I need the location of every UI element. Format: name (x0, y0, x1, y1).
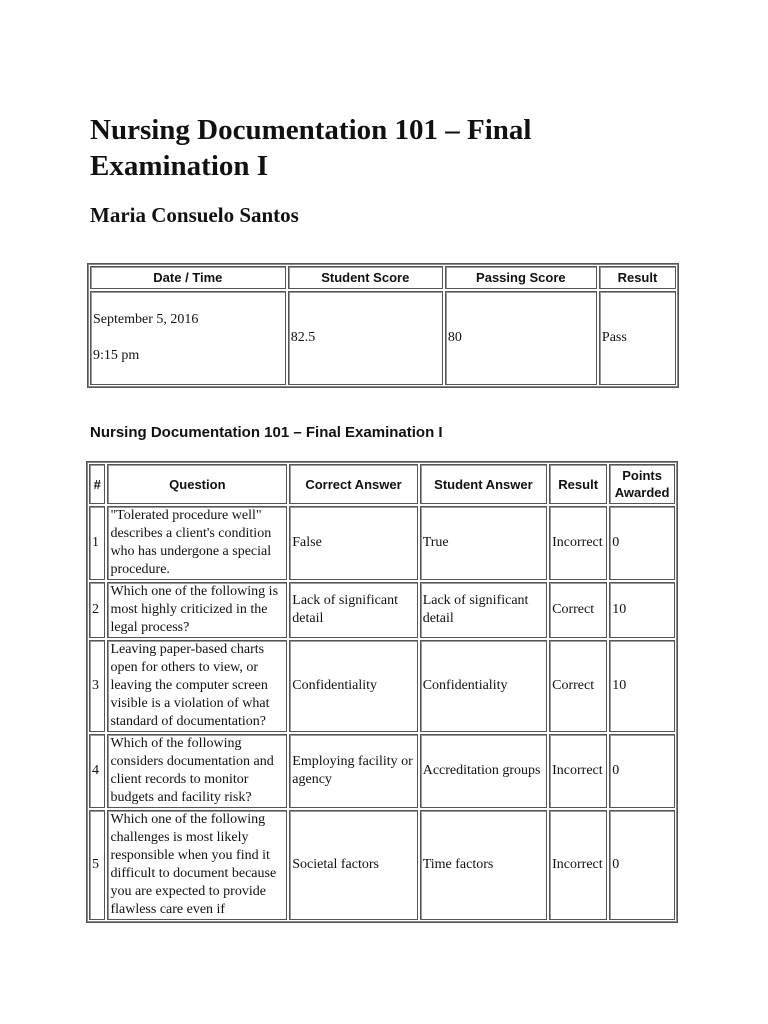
summary-header-date-time: Date / Time (90, 266, 286, 289)
student-answer: Confidentiality (420, 640, 547, 732)
result-value: Pass (599, 291, 676, 385)
question-result: Incorrect (549, 810, 607, 920)
table-row (89, 734, 675, 808)
points-awarded: 10 (609, 582, 675, 638)
correct-answer: Lack of significant detail (289, 582, 417, 638)
correct-answer: False (289, 506, 417, 580)
passing-score-value: 80 (445, 291, 597, 385)
question-number: 1 (89, 506, 105, 580)
page-title: Nursing Documentation 101 – Final Examination I (90, 114, 532, 182)
question-result: Correct (549, 640, 607, 732)
question-result: Incorrect (549, 734, 607, 808)
exam-date: September 5, 2016 (93, 312, 199, 327)
question-text: Leaving paper-based charts open for others to view, or leaving the computer screen visible is a violation of what standard of documentation? (107, 640, 287, 732)
student-answer: True (420, 506, 547, 580)
student-answer: Accreditation groups (420, 734, 547, 808)
section-title: Nursing Documentation 101 – Final Examination I (90, 424, 443, 441)
summary-table (87, 263, 679, 388)
question-number: 4 (89, 734, 105, 808)
summary-header-student-score: Student Score (288, 266, 443, 289)
student-answer: Time factors (420, 810, 547, 920)
questions-header-points-awarded: Points Awarded (609, 464, 675, 504)
question-text: "Tolerated procedure well" describes a client's condition who has undergone a special procedure. (107, 506, 287, 580)
table-row (89, 810, 675, 920)
table-row (89, 582, 675, 638)
student-name: Maria Consuelo Santos (90, 203, 299, 227)
correct-answer: Societal factors (289, 810, 417, 920)
question-number: 3 (89, 640, 105, 732)
summary-data-row (90, 291, 676, 385)
exam-time: 9:15 pm (93, 348, 140, 363)
question-number: 5 (89, 810, 105, 920)
questions-header-correct-answer: Correct Answer (289, 464, 417, 504)
student-answer: Lack of significant detail (420, 582, 547, 638)
questions-header-result: Result (549, 464, 607, 504)
question-text: Which one of the following challenges is most likely responsible when you find it difficult to document because you are expected to provide flawless care even if (107, 810, 287, 920)
table-row (89, 640, 675, 732)
question-number: 2 (89, 582, 105, 638)
points-awarded: 0 (609, 506, 675, 580)
question-result: Incorrect (549, 506, 607, 580)
summary-header-result: Result (599, 266, 676, 289)
question-result: Correct (549, 582, 607, 638)
questions-header-row (89, 464, 675, 504)
summary-date-time-cell (90, 291, 286, 385)
questions-table (86, 461, 678, 923)
questions-header-student-answer: Student Answer (420, 464, 547, 504)
table-row (89, 506, 675, 580)
summary-header-passing-score: Passing Score (445, 266, 597, 289)
summary-header-row (90, 266, 676, 289)
points-awarded: 10 (609, 640, 675, 732)
correct-answer: Confidentiality (289, 640, 417, 732)
question-text: Which of the following considers documentation and client records to monitor budgets and facility risk? (107, 734, 287, 808)
questions-header-number: # (89, 464, 105, 504)
questions-header-question: Question (107, 464, 287, 504)
points-awarded: 0 (609, 810, 675, 920)
question-text: Which one of the following is most highly criticized in the legal process? (107, 582, 287, 638)
points-awarded: 0 (609, 734, 675, 808)
correct-answer: Employing facility or agency (289, 734, 417, 808)
student-score-value: 82.5 (288, 291, 443, 385)
